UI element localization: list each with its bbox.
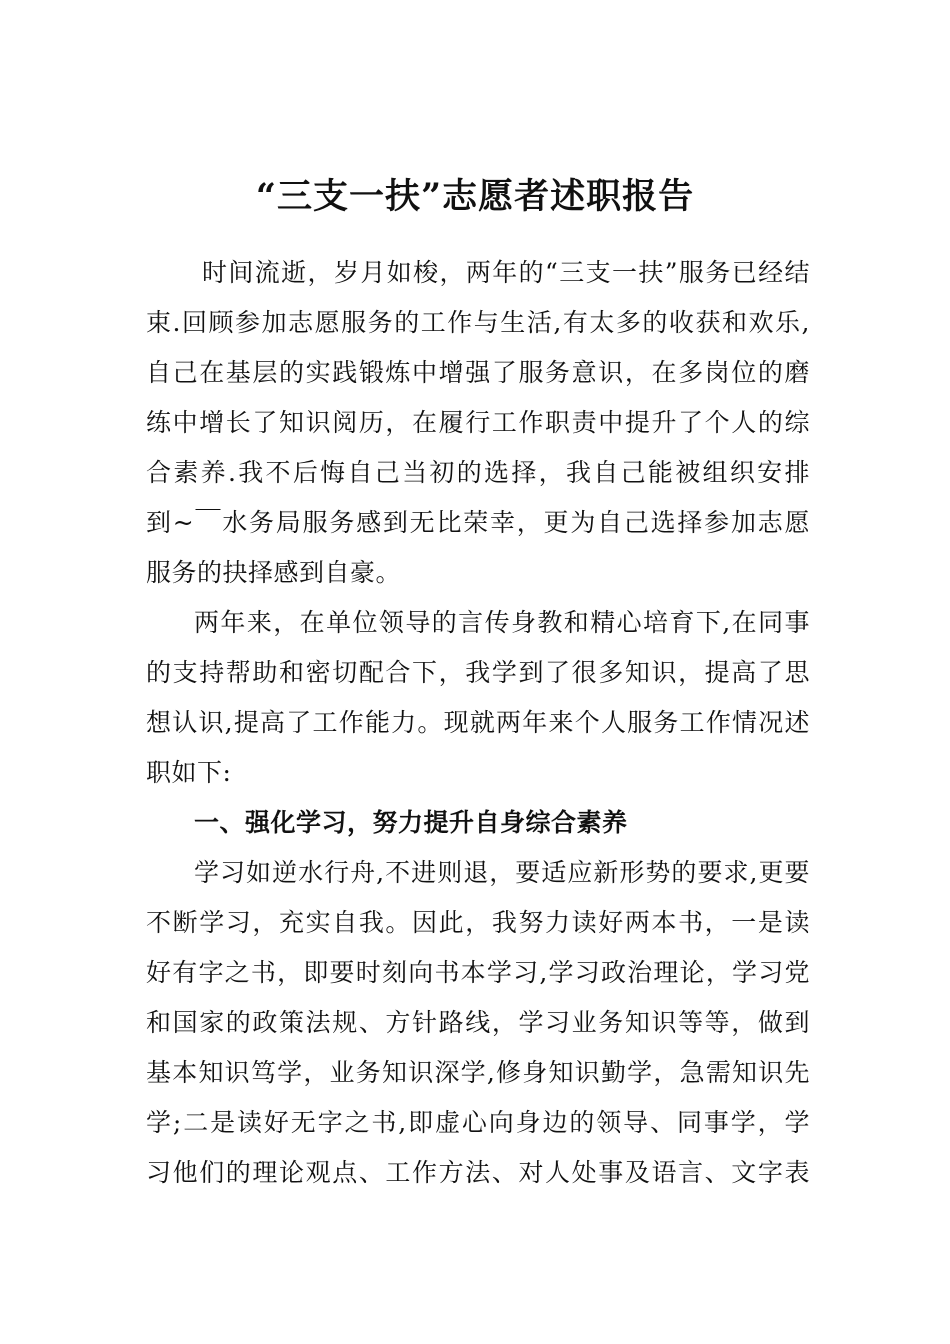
paragraph-1-line-4: 练中增长了知识阅历，在履行工作职责中提升了个人的综 [146, 408, 810, 437]
section-1-heading: 一、强化学习，努力提升自身综合素养 [194, 808, 628, 837]
paragraph-1-line-2: 束.回顾参加志愿服务的工作与生活,有太多的收获和欢乐, [146, 308, 810, 337]
paragraph-3-line-6: 学;二是读好无字之书,即虚心向身边的领导、同事学，学 [146, 1108, 810, 1137]
paragraph-3-line-7: 习他们的理论观点、工作方法、对人处事及语言、文字表 [146, 1158, 810, 1187]
paragraph-2-line-1: 两年来，在单位领导的言传身教和精心培育下,在同事 [194, 608, 810, 637]
paragraph-3-line-3: 好有字之书，即要时刻向书本学习,学习政治理论，学习党 [146, 958, 810, 987]
paragraph-1-line-1: 时间流逝，岁月如梭，两年的“三支一扶”服务已经结 [202, 258, 810, 287]
paragraph-1-line-5: 合素养.我不后悔自己当初的选择，我自己能被组织安排 [146, 458, 810, 487]
paragraph-1-line-7: 服务的抉择感到自豪。 [146, 558, 402, 587]
paragraph-1-line-6: 到~￣水务局服务感到无比荣幸，更为自己选择参加志愿 [146, 508, 810, 537]
paragraph-3-line-1: 学习如逆水行舟,不进则退，要适应新形势的要求,更要 [194, 858, 810, 887]
document-title: “三支一扶”志愿者述职报告 [255, 176, 695, 217]
paragraph-3-line-5: 基本知识笃学，业务知识深学,修身知识勤学，急需知识先 [146, 1058, 810, 1087]
paragraph-3-line-2: 不断学习，充实自我。因此，我努力读好两本书，一是读 [146, 908, 810, 937]
document-body [146, 248, 810, 1198]
paragraph-1-line-3: 自己在基层的实践锻炼中增强了服务意识，在多岗位的磨 [146, 358, 810, 387]
paragraph-2-line-4: 职如下: [146, 758, 232, 787]
paragraph-2-line-3: 想认识,提高了工作能力。现就两年来个人服务工作情况述 [146, 708, 810, 737]
paragraph-2-line-2: 的支持帮助和密切配合下，我学到了很多知识，提高了思 [146, 658, 810, 687]
paragraph-3-line-4: 和国家的政策法规、方针路线，学习业务知识等等，做到 [146, 1008, 810, 1037]
